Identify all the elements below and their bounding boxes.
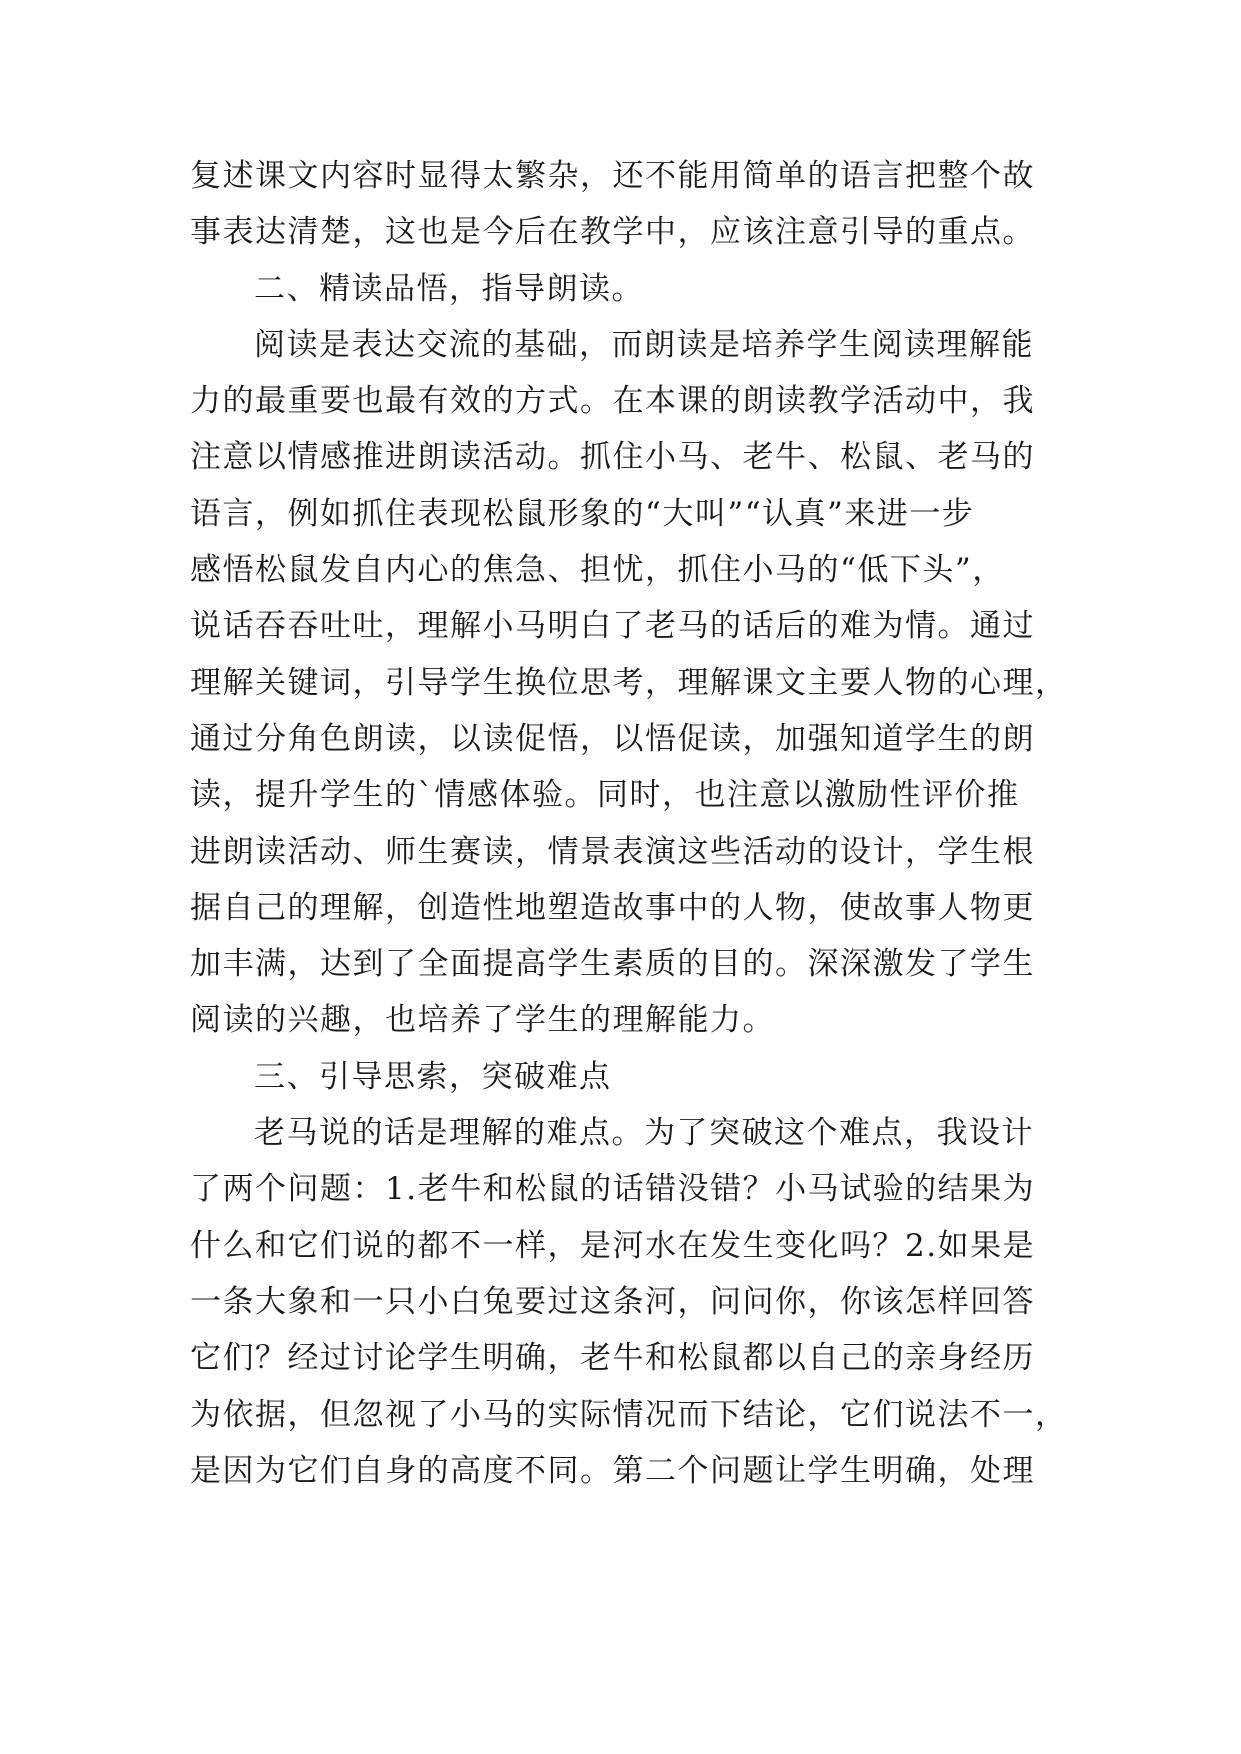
text-line: 了两个问题：1.老牛和松鼠的话错没错？小马试验的结果为	[190, 1171, 1036, 1208]
text-line: 据自己的理解，创造性地塑造故事中的人物，使故事人物更	[190, 889, 1035, 926]
text-line: 二、精读品悟，指导朗读。	[254, 270, 644, 307]
text-line: 老马说的话是理解的难点。为了突破这个难点，我设计	[254, 1115, 1034, 1152]
text-line: 是因为它们自身的高度不同。第二个问题让学生明确，处理	[190, 1452, 1035, 1489]
text-line: 三、引导思索，突破难点	[254, 1058, 612, 1095]
text-line: 它们？经过讨论学生明确，老牛和松鼠都以自己的亲身经历	[190, 1340, 1035, 1377]
text-line: 说话吞吞吐吐，理解小马明白了老马的话后的难为情。通过	[190, 608, 1035, 645]
text-line: 通过分角色朗读，以读促悟，以悟促读，加强知道学生的朗	[190, 720, 1035, 757]
text-line: 复述课文内容时显得太繁杂，还不能用简单的语言把整个故	[190, 158, 1035, 194]
body-text	[190, 148, 1070, 1499]
text-line: 读，提升学生的`情感体验。同时，也注意以激励性评价推	[190, 777, 1020, 814]
text-line: 进朗读活动、师生赛读，情景表演这些活动的设计，学生根	[190, 833, 1035, 870]
text-line: 什么和它们说的都不一样，是河水在发生变化吗？2.如果是	[190, 1227, 1036, 1264]
text-line: 阅读是表达交流的基础，而朗读是培养学生阅读理解能	[254, 326, 1034, 363]
text-line: 语言，例如抓住表现松鼠形象的“大叫”“认真”来进一步	[190, 495, 975, 532]
text-line: 加丰满，达到了全面提高学生素质的目的。深深激发了学生	[190, 946, 1035, 983]
text-line: 力的最重要也最有效的方式。在本课的朗读教学活动中，我	[190, 383, 1035, 420]
text-line: 事表达清楚，这也是今后在教学中，应该注意引导的重点。	[190, 214, 1035, 251]
text-line: 一条大象和一只小白兔要过这条河，问问你，你该怎样回答	[190, 1283, 1035, 1320]
text-line: 感悟松鼠发自内心的焦急、担忧，抓住小马的“低下头”，	[190, 552, 1005, 589]
text-line: 为依据，但忽视了小马的实际情况而下结论，它们说法不一，	[190, 1396, 1068, 1433]
text-line: 理解关键词，引导学生换位思考，理解课文主要人物的心理，	[190, 664, 1068, 701]
text-line: 注意以情感推进朗读活动。抓住小马、老牛、松鼠、老马的	[190, 439, 1035, 476]
text-line: 阅读的兴趣，也培养了学生的理解能力。	[190, 1002, 775, 1039]
